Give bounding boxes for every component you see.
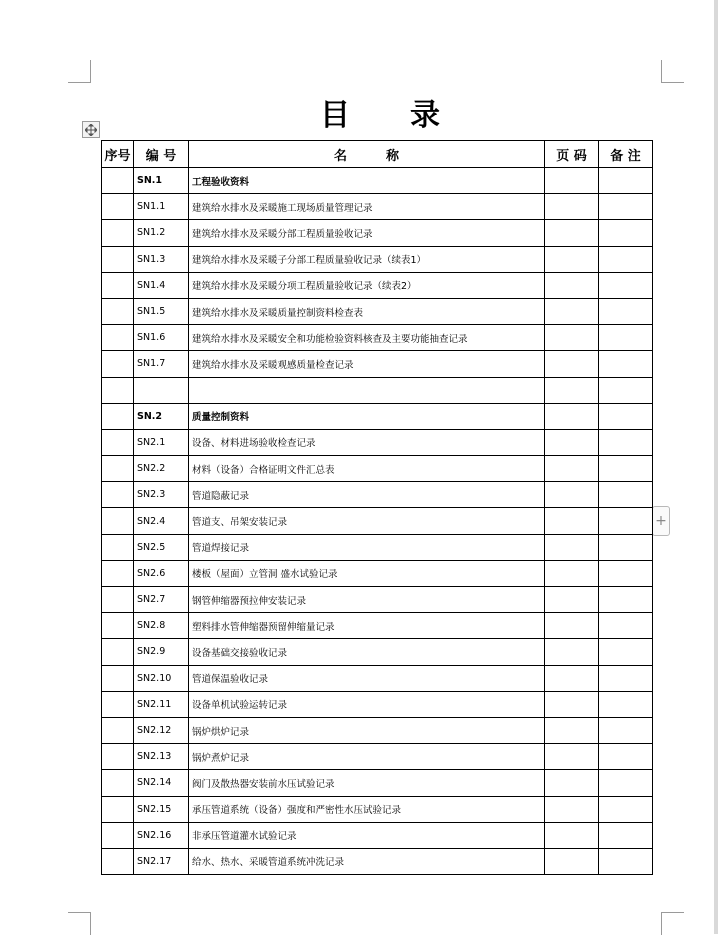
page-cell (545, 560, 599, 586)
code-cell (134, 377, 189, 403)
remark-cell (599, 613, 653, 639)
plus-icon[interactable]: + (652, 506, 670, 536)
table-row (102, 325, 653, 351)
name-cell: 建筑给水排水及采暖分项工程质量验收记录（续表2） (189, 272, 545, 298)
remark-cell (599, 587, 653, 613)
code-cell: SN1.4 (134, 272, 189, 298)
page-cell (545, 246, 599, 272)
page-cell (545, 796, 599, 822)
code-cell: SN2.7 (134, 587, 189, 613)
remark-cell (599, 325, 653, 351)
code-cell: SN2.8 (134, 613, 189, 639)
page-cell (545, 508, 599, 534)
table-row (102, 744, 653, 770)
table-row (102, 220, 653, 246)
seq-cell (102, 194, 134, 220)
remark-cell (599, 691, 653, 717)
code-cell: SN1.2 (134, 220, 189, 246)
code-cell: SN2.2 (134, 456, 189, 482)
remark-cell (599, 534, 653, 560)
page-cell (545, 298, 599, 324)
table-row (102, 560, 653, 586)
remark-cell (599, 377, 653, 403)
remark-cell (599, 429, 653, 455)
seq-cell (102, 351, 134, 377)
page-cell (545, 351, 599, 377)
remark-cell (599, 822, 653, 848)
remark-cell (599, 220, 653, 246)
page-cell (545, 482, 599, 508)
seq-cell (102, 639, 134, 665)
page-cell (545, 613, 599, 639)
remark-cell (599, 194, 653, 220)
page-cell (545, 534, 599, 560)
remark-cell (599, 351, 653, 377)
page-cell (545, 377, 599, 403)
table-row (102, 848, 653, 874)
code-cell: SN.2 (134, 403, 189, 429)
page-cell (545, 587, 599, 613)
code-cell: SN1.5 (134, 298, 189, 324)
page-cell (545, 168, 599, 194)
table-row (102, 194, 653, 220)
seq-cell (102, 246, 134, 272)
name-cell: 塑料排水管伸缩器预留伸缩量记录 (189, 613, 545, 639)
remark-cell (599, 717, 653, 743)
page-cell (545, 325, 599, 351)
page-cell (545, 822, 599, 848)
page-cell (545, 456, 599, 482)
remark-cell (599, 770, 653, 796)
header-seq: 序号 (102, 141, 134, 168)
table-row (102, 429, 653, 455)
name-cell: 建筑给水排水及采暖子分部工程质量验收记录（续表1） (189, 246, 545, 272)
name-cell: 设备、材料进场验收检查记录 (189, 429, 545, 455)
crop-mark-bottom-right (661, 912, 684, 935)
name-cell: 非承压管道灌水试验记录 (189, 822, 545, 848)
page-edge (714, 0, 718, 934)
page-cell (545, 665, 599, 691)
header-remark: 备 注 (599, 141, 653, 168)
name-cell: 建筑给水排水及采暖观感质量检查记录 (189, 351, 545, 377)
seq-cell (102, 560, 134, 586)
page-cell (545, 429, 599, 455)
table-row (102, 613, 653, 639)
table-row (102, 482, 653, 508)
seq-cell (102, 272, 134, 298)
seq-cell (102, 220, 134, 246)
seq-cell (102, 665, 134, 691)
page-cell (545, 770, 599, 796)
move-arrows-icon[interactable] (82, 121, 100, 138)
code-cell: SN2.3 (134, 482, 189, 508)
table-row (102, 587, 653, 613)
code-cell: SN2.9 (134, 639, 189, 665)
seq-cell (102, 534, 134, 560)
table-row (102, 639, 653, 665)
remark-cell (599, 560, 653, 586)
seq-cell (102, 298, 134, 324)
name-cell: 设备单机试验运转记录 (189, 691, 545, 717)
page-cell (545, 848, 599, 874)
table-row (102, 691, 653, 717)
code-cell: SN1.1 (134, 194, 189, 220)
name-cell: 建筑给水排水及采暖分部工程质量验收记录 (189, 220, 545, 246)
remark-cell (599, 456, 653, 482)
code-cell: SN2.16 (134, 822, 189, 848)
code-cell: SN2.4 (134, 508, 189, 534)
page-cell (545, 717, 599, 743)
seq-cell (102, 796, 134, 822)
name-cell: 管道焊接记录 (189, 534, 545, 560)
table-row (102, 272, 653, 298)
code-cell: SN2.1 (134, 429, 189, 455)
remark-cell (599, 508, 653, 534)
remark-cell (599, 482, 653, 508)
table-row (102, 246, 653, 272)
name-cell: 建筑给水排水及采暖质量控制资料检查表 (189, 298, 545, 324)
table-row (102, 351, 653, 377)
name-cell: 管道支、吊架安装记录 (189, 508, 545, 534)
seq-cell (102, 822, 134, 848)
seq-cell (102, 456, 134, 482)
remark-cell (599, 246, 653, 272)
name-cell (189, 377, 545, 403)
header-name: 名 称 (189, 141, 545, 168)
code-cell: SN2.13 (134, 744, 189, 770)
code-cell: SN1.7 (134, 351, 189, 377)
seq-cell (102, 717, 134, 743)
table-row (102, 770, 653, 796)
page-cell (545, 220, 599, 246)
seq-cell (102, 691, 134, 717)
remark-cell (599, 744, 653, 770)
table-row (102, 534, 653, 560)
remark-cell (599, 298, 653, 324)
table-row (102, 508, 653, 534)
seq-cell (102, 403, 134, 429)
page-cell (545, 691, 599, 717)
title-char-1: 目 (320, 98, 350, 133)
remark-cell (599, 639, 653, 665)
seq-cell (102, 377, 134, 403)
seq-cell (102, 168, 134, 194)
code-cell: SN1.6 (134, 325, 189, 351)
toc-table (101, 140, 653, 875)
name-cell: 楼板（屋面）立管洞 盛水试验记录 (189, 560, 545, 586)
table-row (102, 665, 653, 691)
seq-cell (102, 613, 134, 639)
seq-cell (102, 744, 134, 770)
code-cell: SN1.3 (134, 246, 189, 272)
crop-mark-top-right (661, 60, 684, 83)
code-cell: SN.1 (134, 168, 189, 194)
remark-cell (599, 272, 653, 298)
seq-cell (102, 429, 134, 455)
crop-mark-bottom-left (68, 912, 91, 935)
name-cell: 质量控制资料 (189, 403, 545, 429)
name-cell: 设备基础交接验收记录 (189, 639, 545, 665)
name-cell: 管道隐蔽记录 (189, 482, 545, 508)
table-row (102, 298, 653, 324)
name-cell: 管道保温验收记录 (189, 665, 545, 691)
table-row (102, 168, 653, 194)
remark-cell (599, 168, 653, 194)
title-char-2: 录 (410, 98, 440, 133)
table-row (102, 717, 653, 743)
code-cell: SN2.11 (134, 691, 189, 717)
table-header-row (102, 141, 653, 168)
remark-cell (599, 665, 653, 691)
name-cell: 钢管伸缩器预拉伸安装记录 (189, 587, 545, 613)
seq-cell (102, 325, 134, 351)
page-cell (545, 744, 599, 770)
seq-cell (102, 770, 134, 796)
code-cell: SN2.12 (134, 717, 189, 743)
page-cell (545, 272, 599, 298)
seq-cell (102, 848, 134, 874)
name-cell: 给水、热水、采暖管道系统冲洗记录 (189, 848, 545, 874)
name-cell: 承压管道系统（设备）强度和严密性水压试验记录 (189, 796, 545, 822)
code-cell: SN2.14 (134, 770, 189, 796)
remark-cell (599, 403, 653, 429)
header-page: 页 码 (545, 141, 599, 168)
page-cell (545, 639, 599, 665)
header-code: 编 号 (134, 141, 189, 168)
name-cell: 锅炉烘炉记录 (189, 717, 545, 743)
remark-cell (599, 848, 653, 874)
code-cell: SN2.6 (134, 560, 189, 586)
table-row (102, 796, 653, 822)
seq-cell (102, 508, 134, 534)
code-cell: SN2.5 (134, 534, 189, 560)
page-cell (545, 194, 599, 220)
table-row (102, 403, 653, 429)
name-cell: 建筑给水排水及采暖安全和功能检验资料核查及主要功能抽查记录 (189, 325, 545, 351)
name-cell: 锅炉煮炉记录 (189, 744, 545, 770)
code-cell: SN2.17 (134, 848, 189, 874)
name-cell: 建筑给水排水及采暖施工现场质量管理记录 (189, 194, 545, 220)
table-row (102, 456, 653, 482)
seq-cell (102, 482, 134, 508)
name-cell: 工程验收资料 (189, 168, 545, 194)
crop-mark-top-left (68, 60, 91, 83)
page-title (0, 90, 718, 134)
name-cell: 材料（设备）合格证明文件汇总表 (189, 456, 545, 482)
code-cell: SN2.15 (134, 796, 189, 822)
remark-cell (599, 796, 653, 822)
page-cell (545, 403, 599, 429)
name-cell: 阀门及散热器安装前水压试验记录 (189, 770, 545, 796)
table-row (102, 822, 653, 848)
seq-cell (102, 587, 134, 613)
table-row (102, 377, 653, 403)
code-cell: SN2.10 (134, 665, 189, 691)
